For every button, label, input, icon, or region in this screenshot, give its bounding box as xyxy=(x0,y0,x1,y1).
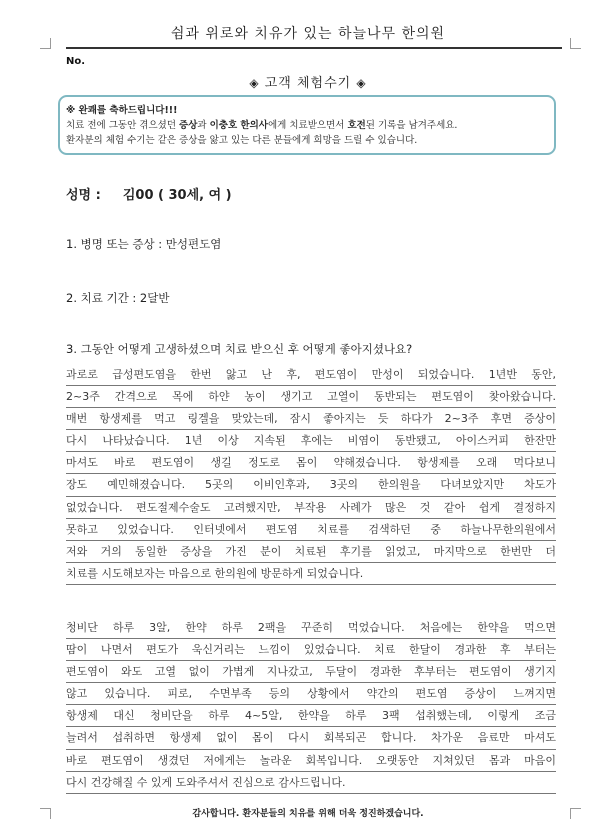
question-2: 2. 치료 기간 : 2달반 xyxy=(66,291,170,305)
notice-heading: ※ 완쾌를 축하드립니다!!! xyxy=(66,105,178,116)
answer-paragraph-2 xyxy=(66,617,556,794)
patient-value: 김00 ( 30세, 여 ) xyxy=(122,188,232,203)
answer-line: 편도염이 와도 고열 없이 가볍게 지나갔고, 두달이 경과한 후부터는 편도염이 생기지 xyxy=(66,661,556,683)
footer-message: 감사합니다. 환자분들의 치유를 위해 더욱 정진하겠습니다. xyxy=(192,809,424,819)
answer-line: 저와 거의 동일한 증상을 가진 분이 치료된 후기를 읽었고, 마지막으로 한번만 더 xyxy=(66,541,556,563)
answer-line: 없었습니다. 편도절제수술도 고려했지만, 부작용 사례가 많은 것 같아 쉽게 결정하지 xyxy=(66,497,556,519)
answer-line: 과로로 급성편도염을 한번 앓고 난 후, 편도염이 만성이 되었습니다. 1년반 동안, xyxy=(66,364,556,386)
answer-line: 마셔도 바로 편도염이 생길 정도로 몸이 약해졌습니다. 항생제를 오래 먹다보니 xyxy=(66,452,556,474)
diamond-icon: ◈ xyxy=(249,76,260,90)
diamond-icon: ◈ xyxy=(356,76,367,90)
notice-line-1 xyxy=(66,118,548,133)
notice-text: 에게 치료받으면서 xyxy=(267,120,348,131)
answer-line: 청비단 하루 3알, 한약 하루 2팩을 꾸준히 먹었습니다. 처음에는 한약을 먹으면 xyxy=(66,617,556,639)
answer-line: 항생제 대신 청비단을 하루 4~5알, 한약을 하루 3팩 섭취했는데, 이렇게 조금 xyxy=(66,705,556,727)
question-3: 3. 그동안 어떻게 고생하셨으며 치료 받으신 후 어떻게 좋아지셨나요? xyxy=(66,342,413,356)
notice-line-2: 환자분의 체험 수기는 같은 증상을 앓고 있는 다른 분들에게 희망을 드릴 수 있습니다. xyxy=(66,135,418,146)
section-title-text: 고객 체험수기 xyxy=(264,76,352,91)
header-divider xyxy=(66,47,562,49)
question-1: 1. 병명 또는 증상 : 만성편도염 xyxy=(66,237,222,251)
answer-line: 늘려서 섭취하면 항생제 없이 몸이 다시 회복되곤 합니다. 차가운 음료만 마셔도 xyxy=(66,727,556,749)
answer-line: 다시 나타났습니다. 1년 이상 지속된 후에는 비염이 동반됐고, 아이스커피 한잔만 xyxy=(66,430,556,452)
answer-line: 매번 항생제를 먹고 링겔을 맞았는데, 잠시 좋아지는 듯 하다가 2~3주 후면 증상이 xyxy=(66,408,556,430)
answer-paragraph-1 xyxy=(66,364,556,585)
section-title xyxy=(0,72,616,91)
patient-info xyxy=(66,184,232,203)
answer-line: 치료를 시도해보자는 마음으로 한의원에 방문하게 되었습니다. xyxy=(66,563,556,585)
answer-line: 다시 건강해질 수 있게 도와주셔서 진심으로 감사드립니다. xyxy=(66,772,556,794)
answer-line: 장도 예민해졌습니다. 5곳의 이비인후과, 3곳의 한의원을 다녀보았지만 차도가 xyxy=(66,474,556,496)
answer-line: 않고 있습니다. 피로, 수면부족 등의 상황에서 약간의 편도염 증상이 느껴지면 xyxy=(66,683,556,705)
notice-emphasis: 증상 xyxy=(179,120,198,131)
answer-line: 2~3주 간격으로 목에 하얀 농이 생기고 고열이 동반되는 편도염이 찾아왔습니다. xyxy=(66,386,556,408)
notice-text: 된 기록을 남겨주세요. xyxy=(365,120,458,131)
notice-text: 과 xyxy=(197,120,210,131)
answer-line: 못하고 있었습니다. 인터넷에서 편도염 치료를 검색하던 중 하늘나무한의원에서 xyxy=(66,519,556,541)
answer-line: 바로 편도염이 생겼던 저에게는 놀라운 회복입니다. 오랫동안 지쳐있던 몸과 마음이 xyxy=(66,750,556,772)
notice-box xyxy=(58,95,556,155)
clinic-header-title: 쉼과 위로와 치유가 있는 하늘나무 한의원 xyxy=(170,26,446,42)
notice-emphasis: 호전 xyxy=(347,120,366,131)
patient-label: 성명 : xyxy=(66,188,101,203)
answer-line: 땀이 나면서 편도가 욱신거리는 느낌이 있었습니다. 치료 한달이 경과한 후 부터는 xyxy=(66,639,556,661)
document-number: No. xyxy=(66,56,86,67)
notice-emphasis: 이충호 한의사 xyxy=(209,120,268,131)
notice-text: 치료 전에 그동안 겪으셨던 xyxy=(66,120,180,131)
